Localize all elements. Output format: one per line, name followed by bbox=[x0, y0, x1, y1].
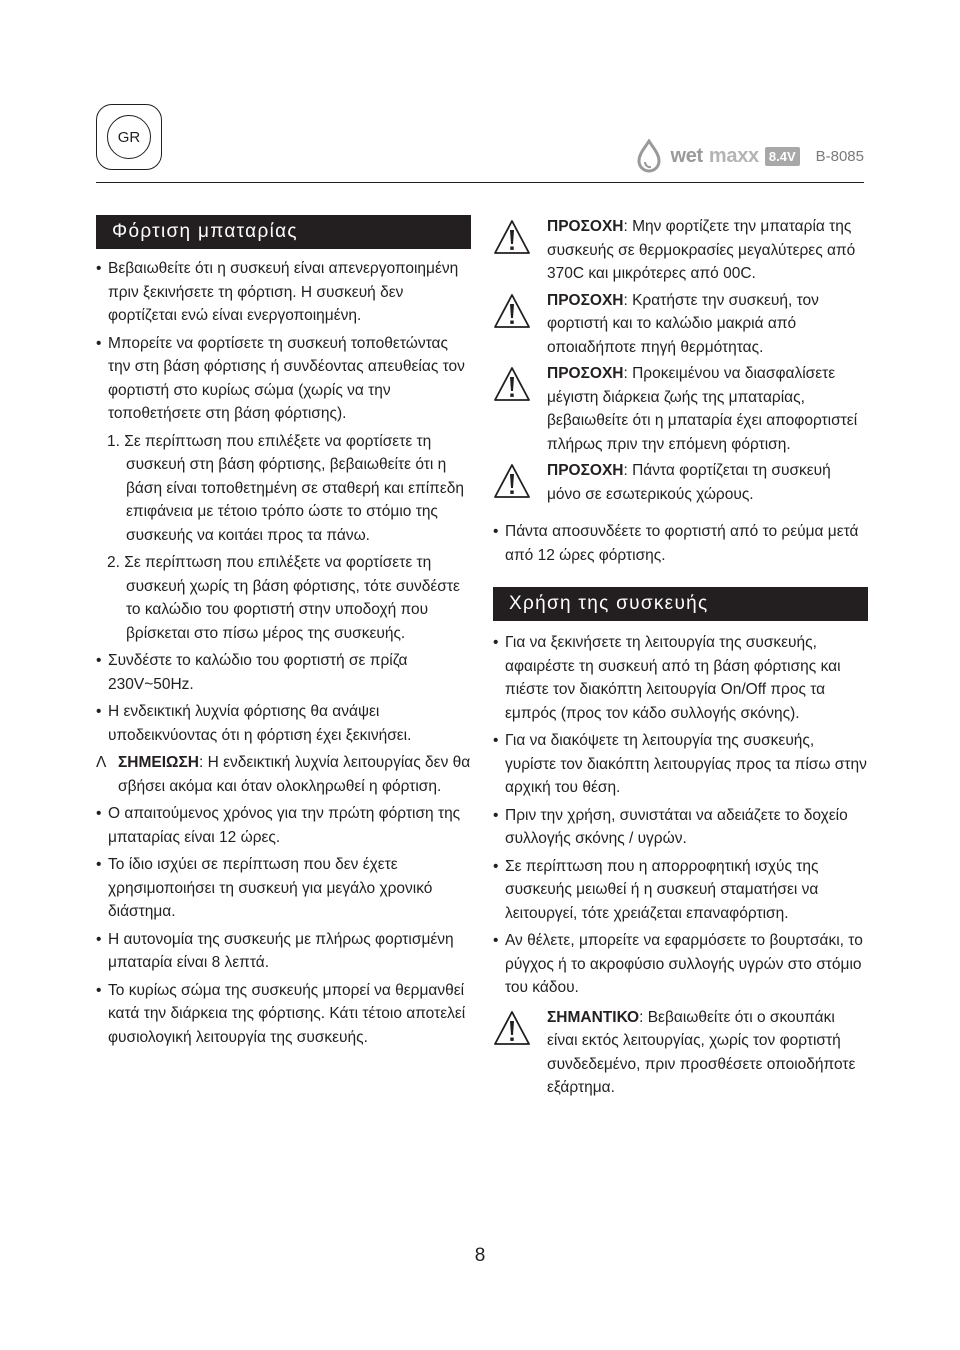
list-item: • Για να ξεκινήσετε τη λειτουργία της συσκευής, αφαιρέστε τη συσκευή από τη βάση φόρτισης και πιέστε τον διακόπτη λειτουργία On/Off προς τα εμπρός (προς τον κάδο συλλογής σκόνης). bbox=[493, 631, 868, 725]
list-item: • Βεβαιωθείτε ότι η συσκευή είναι απενεργοποιημένη πριν ξεκινήσετε τη φόρτιση. Η συσκευή δεν φορτίζεται ενώ είναι ενεργοποιημένη. bbox=[96, 257, 471, 328]
list-item: • Συνδέστε το καλώδιο του φορτιστή σε πρίζα 230V~50Hz. bbox=[96, 649, 471, 696]
list-item: • Η ενδεικτική λυχνία φόρτισης θα ανάψει υποδεικνύοντας ότι η φόρτιση έχει ξεκινήσει. bbox=[96, 700, 471, 747]
warning-label: ΠΡΟΣΟΧΗ bbox=[547, 462, 624, 479]
warning-triangle-icon bbox=[493, 366, 531, 402]
list-item: • Πάντα αποσυνδέετε το φορτιστή από το ρεύμα μετά από 12 ώρες φόρτισης. bbox=[493, 520, 868, 567]
list-item: • Σε περίπτωση που η απορροφητική ισχύς της συσκευής μειωθεί ή η συσκευή σταματήσει να λειτουργεί, τότε χρειάζεται επαναφόρτιση. bbox=[493, 855, 868, 926]
note-label: ΣΗΜΕΙΩΣΗ bbox=[118, 754, 199, 771]
warning-block bbox=[493, 289, 868, 360]
brand-logo bbox=[634, 136, 864, 176]
warning-text: : Πάντα φορτίζεται τη συσκευή μόνο σε εσωτερικούς χώρους. bbox=[547, 462, 831, 503]
page-number: 8 bbox=[474, 1245, 486, 1266]
warning-text: : Προκειμένου να διασφαλίσετε μέγιστη διάρκεια ζωής της μπαταρίας, βεβαιωθείτε ότι η μπαταρία έχει αποφορτιστεί πλήρως πριν την επόμενη φόρτιση. bbox=[547, 365, 858, 453]
list-item: • Η αυτονομία της συσκευής με πλήρως φορτισμένη μπαταρία είναι 8 λεπτά. bbox=[96, 928, 471, 975]
note-text: : Η ενδεικτική λυχνία λειτουργίας δεν θα σβήσει ακόμα και όταν ολοκληρωθεί η φόρτιση. bbox=[118, 754, 471, 795]
water-drop-icon bbox=[634, 139, 664, 173]
header-divider bbox=[96, 182, 864, 183]
warning-label: ΠΡΟΣΟΧΗ bbox=[547, 291, 624, 309]
brand-wet: wet bbox=[670, 144, 703, 167]
language-badge bbox=[96, 104, 162, 170]
left-column bbox=[96, 215, 471, 1053]
important-text: : Βεβαιωθείτε ότι ο σκουπάκι είναι εκτός λειτουργίας, χωρίς τον φορτιστή συνδεδεμένο, πριν προσθέσετε οποιοδήποτε εξάρτημα. bbox=[547, 1008, 856, 1096]
warning-block bbox=[493, 362, 868, 456]
warning-triangle-icon bbox=[493, 463, 531, 499]
warning-text: : Κρατήστε την συσκευή, τον φορτιστή και το καλώδιο μακριά από οποιαδήποτε πηγή θερμότητας. bbox=[547, 291, 819, 356]
brand-voltage: 8.4V bbox=[765, 147, 800, 166]
brand-maxx: maxx bbox=[708, 144, 759, 167]
important-block bbox=[493, 1006, 868, 1100]
right-column bbox=[493, 215, 868, 1103]
language-label: GR bbox=[107, 115, 151, 159]
item-text: Σε περίπτωση που επιλέξετε να φορτίσετε τη συσκευή στη βάση φόρτισης, βεβαιωθείτε ότι η βάση είναι τοποθετημένη σε σταθερή και επίπεδη επιφάνεια με τέτοιο τρόπο ώστε το στόμιο της συσκευής να κοιτάει προς τα πάνω. bbox=[124, 432, 465, 544]
list-item: • Το ίδιο ισχύει σε περίπτωση που δεν έχετε χρησιμοποιήσει τη συσκευή για μεγάλο χρονικό διάστημα. bbox=[96, 853, 471, 924]
item-number: 1. bbox=[107, 432, 120, 450]
warning-block bbox=[493, 215, 868, 286]
numbered-item bbox=[96, 551, 471, 645]
warning-triangle-icon bbox=[493, 219, 531, 255]
important-label: ΣΗΜΑΝΤΙΚΟ bbox=[547, 1008, 640, 1026]
item-text: Σε περίπτωση που επιλέξετε να φορτίσετε τη συσκευή χωρίς τη βάση φόρτισης, τότε συνδέστε το καλώδιο του φορτιστή στην υποδοχή που βρίσκεται στο πίσω μέρος της συσκευής. bbox=[124, 554, 460, 642]
model-number: B-8085 bbox=[815, 147, 864, 165]
note-symbol: Λ bbox=[96, 754, 107, 771]
warning-block bbox=[493, 459, 868, 506]
warning-label: ΠΡΟΣΟΧΗ bbox=[547, 365, 624, 382]
list-item: • Ο απαιτούμενος χρόνος για την πρώτη φόρτιση της μπαταρίας είναι 12 ώρες. bbox=[96, 802, 471, 849]
warning-label: ΠΡΟΣΟΧΗ bbox=[547, 218, 624, 235]
warning-text: : Μην φορτίζετε την μπαταρία της συσκευής σε θερμοκρασίες μεγαλύτερες από 370C και μικρότερες από 00C. bbox=[547, 218, 856, 282]
list-item: • Αν θέλετε, μπορείτε να εφαρμόσετε το βουρτσάκι, το ρύγχος ή το ακροφύσιο συλλογής υγρών στο στόμιο του κάδου. bbox=[493, 929, 868, 1000]
section-title-charging: Φόρτιση μπαταρίας bbox=[96, 215, 471, 249]
list-item: • Το κυρίως σώμα της συσκευής μπορεί να θερμανθεί κατά την διάρκεια της φόρτισης. Κάτι τέτοιο αποτελεί φυσιολογική λειτουργία της συσκευής. bbox=[96, 979, 471, 1050]
numbered-item bbox=[96, 430, 471, 548]
section-title-usage: Χρήση της συσκευής bbox=[493, 587, 868, 621]
item-number: 2. bbox=[107, 554, 120, 571]
list-item: • Μπορείτε να φορτίσετε τη συσκευή τοποθετώντας την στη βάση φόρτισης ή συνδέοντας απευθείας τον φορτιστή στο κυρίως σώμα (χωρίς να την τοποθετήσετε στη βάση φόρτισης). bbox=[96, 332, 471, 426]
list-item: • Για να διακόψετε τη λειτουργία της συσκευής, γυρίστε τον διακόπτη λειτουργίας προς τα πίσω στην αρχική του θέση. bbox=[493, 729, 868, 800]
warning-triangle-icon bbox=[493, 293, 531, 329]
warning-triangle-icon bbox=[493, 1010, 531, 1046]
note-block bbox=[96, 751, 471, 798]
list-item: • Πριν την χρήση, συνιστάται να αδειάζετε το δοχείο συλλογής σκόνης / υγρών. bbox=[493, 804, 868, 851]
